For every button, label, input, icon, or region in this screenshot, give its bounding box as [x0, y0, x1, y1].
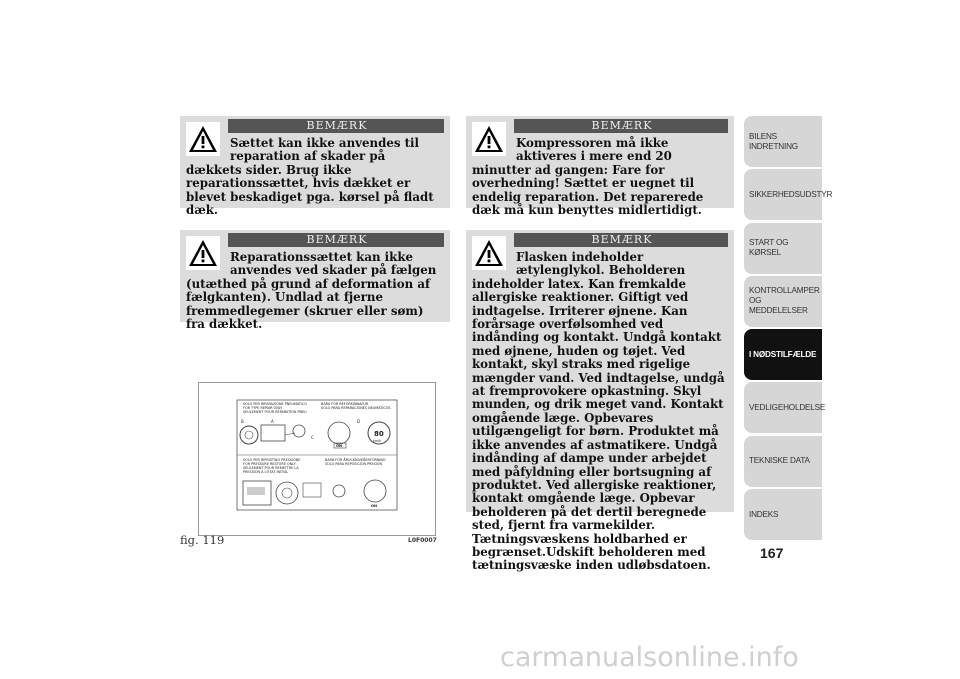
label-line-a1: SOLO PER RIPARAZIONE PNEUMATICO: [243, 402, 308, 406]
note-heading: BEMÆRK: [228, 233, 444, 247]
label-line-c1: SOLO PER RIPRISTINO PRESSIONE: [243, 458, 301, 462]
label-mark-b: B: [241, 419, 244, 424]
note-heading: BEMÆRK: [514, 119, 728, 133]
label-line-d2: SOLO PARA REPOSICIÓN PRESIÓN: [325, 462, 383, 466]
tab-i-nodstilfaelde[interactable]: I NØDSTILFÆLDE: [744, 329, 822, 380]
figure-caption: fig. 119: [180, 533, 225, 547]
page-number: 167: [760, 545, 784, 561]
warning-triangle-icon: [472, 236, 506, 270]
warning-note-1: [180, 116, 450, 218]
note-text: Reparationssættet kan ikke anvendes ved skader på fælgen (utæthed på grund af deformation af fælgkanten). Undlad at fjerne fremmedlegemer (skruer eller søm) fra dækket.: [186, 250, 437, 332]
note-text: Flasken indeholder ætylenglykol. Beholderen indeholder latex. Kan fremkalde allergiske reaktioner. Giftigt ved indtagelse. Irriterer øjnene. Kan forårsage overfølsomhed ved indånding og kontakt. Undgå kontakt med øjnene, huden og tøjet. Ved kontakt, skyl straks med rigelige mængder vand. Ved indtagelse, undgå at fremprovokere opkastning. Skyl munden, og drik meget vand. Kontakt omgående læge. Opbevares utilgængeligt for børn. Produktet må ikke anvendes af astmatikere. Undgå indånding af dampe under arbejdet med påfyldning eller bortsugning af produktet. Ved allergiske reaktioner, kontakt omgående læge. Opbevar beholderen på det dertil beregnede sted, fjernt fra varmekilder. Tætningsvæskens holdbarhed er begrænset.Udskift beholderen med tætningsvæske inden udløbsdatoen.: [472, 250, 725, 573]
label-line-b2: SOLO PARA REPARACIONES NEUMÁTICOS: [321, 406, 391, 410]
warning-note-4: [466, 230, 734, 573]
repair-kit-label-figure: [198, 382, 436, 536]
label-line-c2: FOR PRESSURE RESTORE ONLY: [243, 462, 296, 466]
note-heading: BEMÆRK: [514, 233, 728, 247]
note-text: Kompressoren må ikke aktiveres i mere end 20 minutter ad gangen: Fare for overhedning! Sættet er uegnet til endelig reparation. Det reparerede dæk må kun benyttes midlertidigt.: [472, 136, 704, 218]
tab-tekniske-data[interactable]: TEKNISKE DATA: [744, 436, 822, 487]
label-mark-d: D: [357, 419, 361, 424]
chapter-tabs: [744, 116, 833, 542]
tab-indeks[interactable]: INDEKS: [744, 489, 822, 540]
note-heading: BEMÆRK: [228, 119, 444, 133]
label-line-c4: PRESSION À L'ÉTAT INITIAL: [243, 470, 289, 474]
label-line-b1: BARA FÖR REFORKINNAFUR: [321, 402, 369, 406]
label-line-c3: SEULEMENT POUR REMETTRE LA: [243, 466, 299, 470]
tab-kontrollamper[interactable]: KONTROLLAMPER OG MEDDELELSER: [744, 276, 822, 327]
label-line-a2: FOR TYPE REPAIR ONLY: [243, 406, 283, 410]
tab-start-og-korsel[interactable]: START OG KØRSEL: [744, 223, 822, 274]
label-mark-c: C: [311, 435, 314, 440]
label-line-d1: BARA FÖR ÅRUCKNIVEÅERFÖRNING: [325, 458, 386, 462]
label-on-1: ON: [336, 444, 343, 448]
label-on-2: ON: [371, 504, 378, 508]
repair-kit-illustration: [199, 383, 435, 535]
figure-code: L0F0007: [408, 537, 437, 544]
warning-triangle-icon: [186, 122, 220, 156]
watermark: carmanualsonline.info: [500, 642, 799, 673]
label-mark-a: A: [271, 419, 274, 424]
label-speed: 80: [374, 430, 384, 438]
tab-vedligeholdelse[interactable]: VEDLIGEHOLDELSE: [744, 382, 822, 433]
warning-triangle-icon: [186, 236, 220, 270]
label-line-a3: SEULEMENT POUR RÉPARATION PNEU: [243, 410, 307, 414]
tab-bilens-indretning[interactable]: BILENS INDRETNING: [744, 116, 822, 167]
label-unit: km/h: [373, 439, 382, 443]
tab-sikkerhedsudstyr[interactable]: SIKKERHEDSUDSTYR: [744, 169, 822, 220]
note-text: Sættet kan ikke anvendes til reparation af skader på dækkets sider. Brug ikke reparationssættet, hvis dækket er blevet beskadiget pga. kørsel på fladt dæk.: [186, 136, 434, 218]
warning-triangle-icon: [472, 122, 506, 156]
warning-note-2: [180, 230, 450, 332]
warning-note-3: [466, 116, 734, 218]
